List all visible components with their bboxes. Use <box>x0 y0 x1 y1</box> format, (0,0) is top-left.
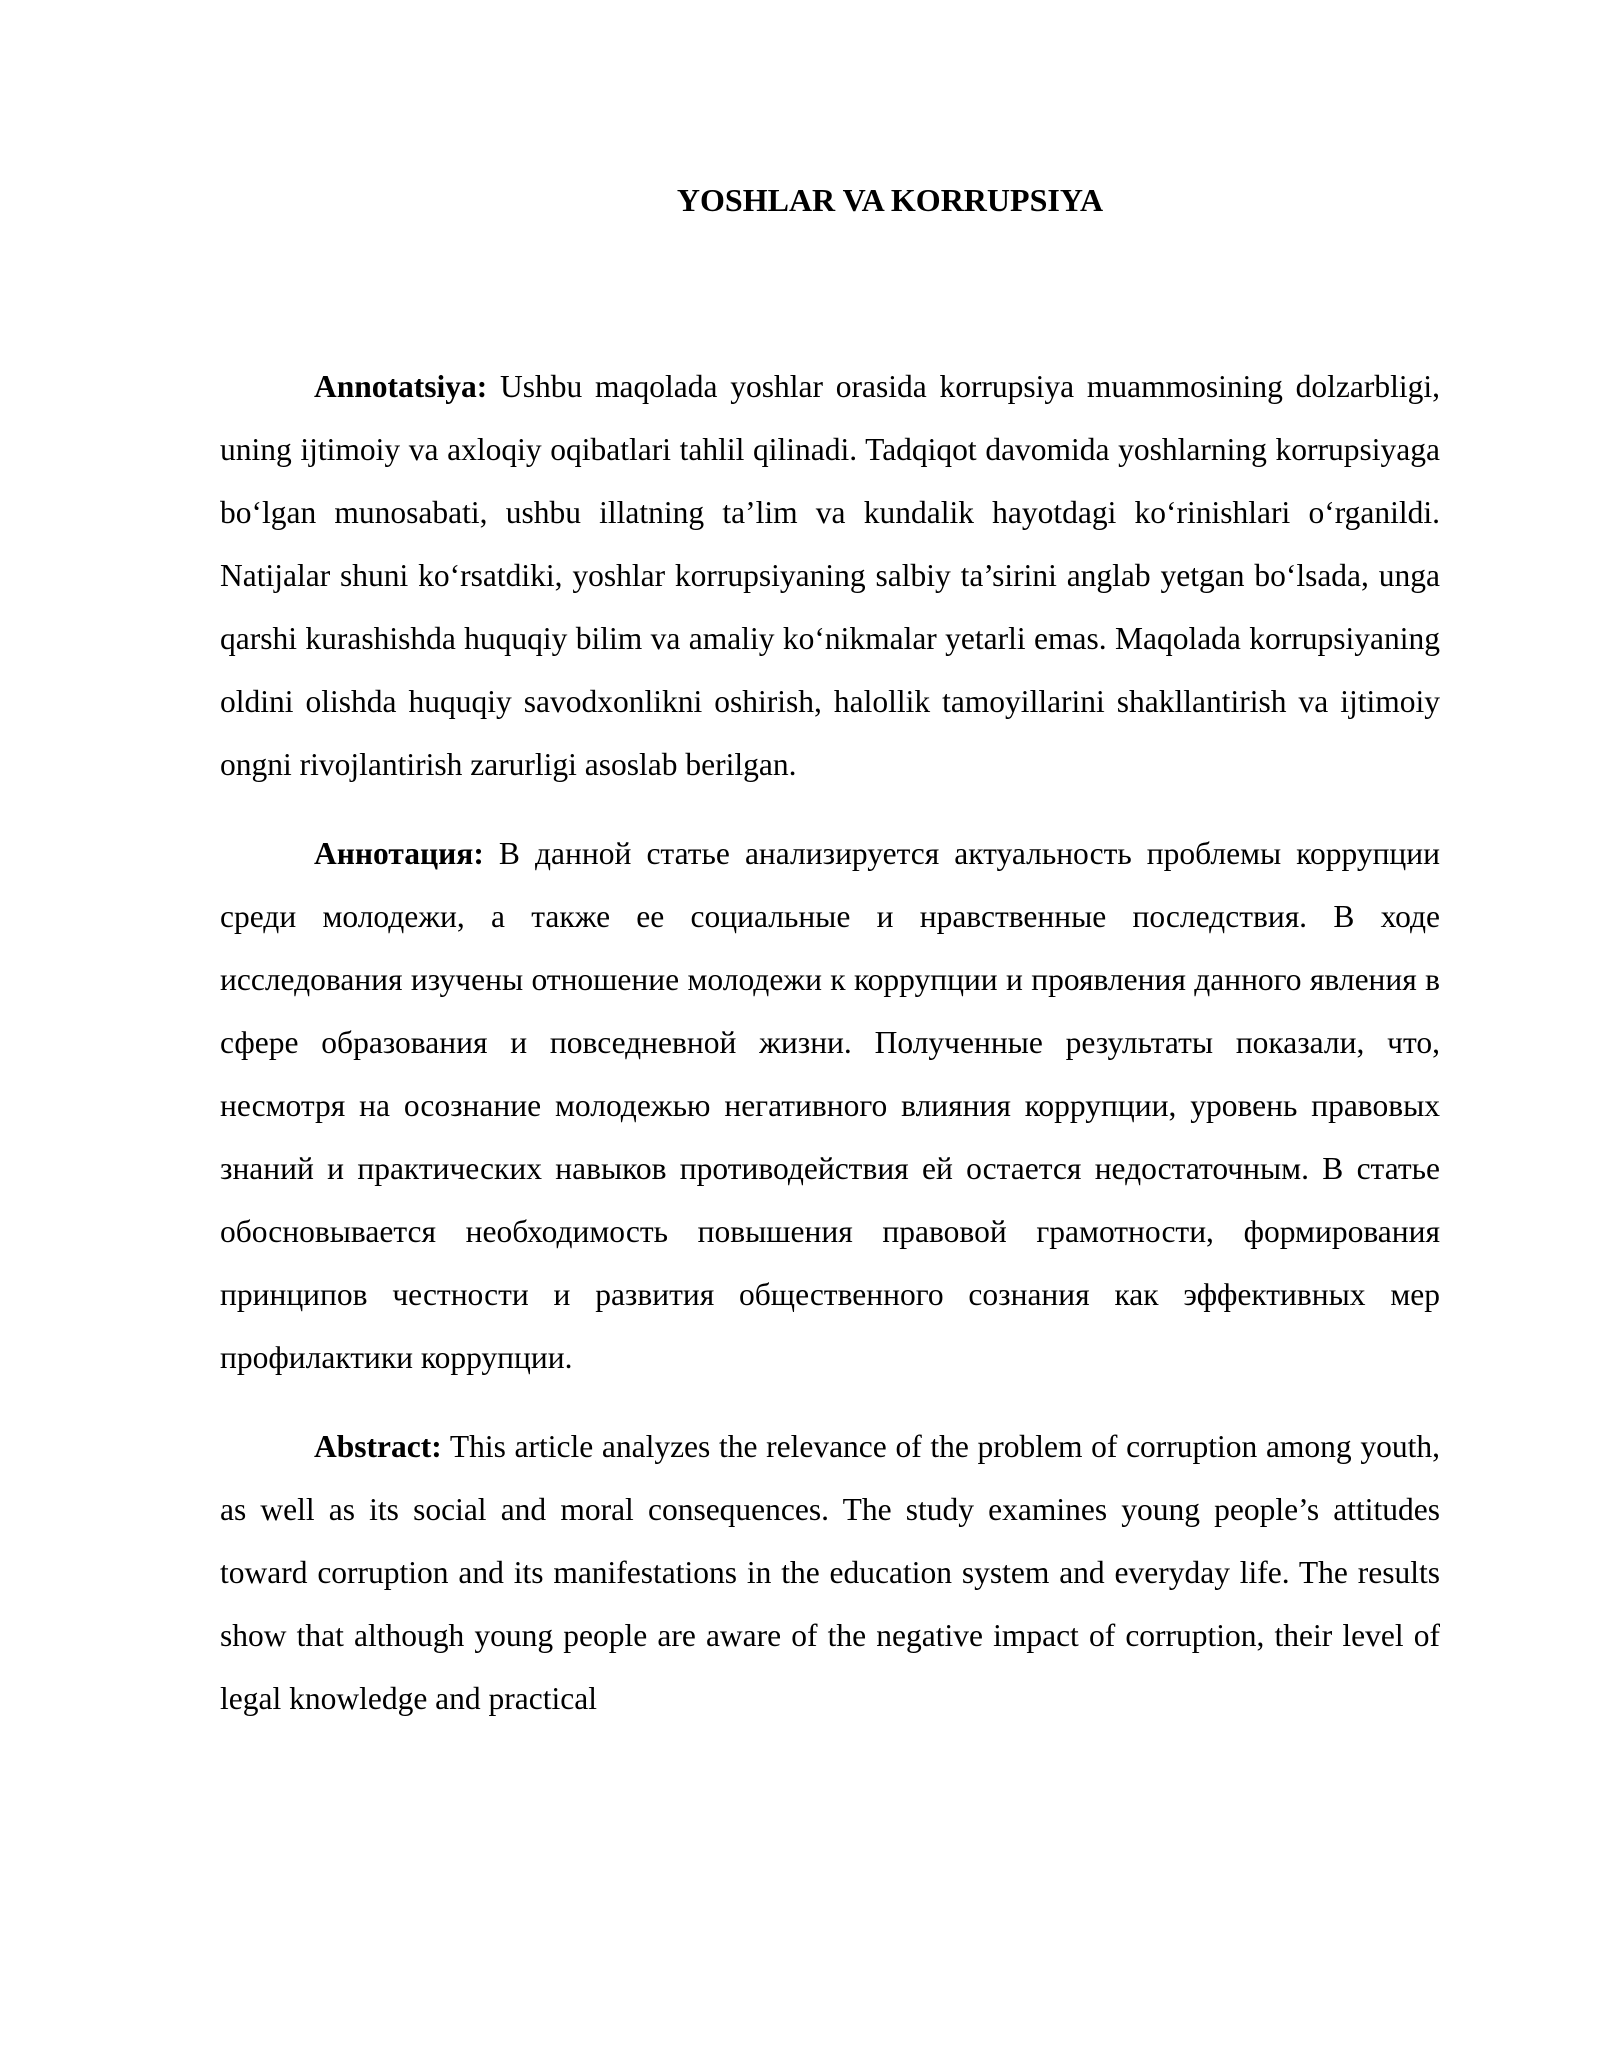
annotation-russian-text: В данной статье анализируется актуальность проблемы коррупции среди молодежи, а также ее социальные и нравственные последствия. В ходе исследования изучены отношение молодежи к коррупции и проявления данного явления в сфере образования и повседневной жизни. Полученные результаты показали, что, несмотря на осознание молодежью негативного влияния коррупции, уровень правовых знаний и практических навыков противодействия ей остается недостаточным. В статье обосновывается необходимость повышения правовой грамотности, формирования принципов честности и развития общественного сознания как эффективных мер профилактики коррупции. <box>220 836 1440 1375</box>
abstract-english-text: This article analyzes the relevance of the problem of corruption among youth, as well as its social and moral consequences. The study examines young people’s attitudes toward corruption and its manifestations in the education system and everyday life. The results show that although young people are aware of the negative impact of corruption, their level of legal knowledge and practical <box>220 1429 1440 1716</box>
annotation-uzbek-label: Annotatsiya: <box>314 369 488 404</box>
document-title: YOSHLAR VA KORRUPSIYA <box>676 182 1104 218</box>
abstract-english-label: Abstract: <box>314 1429 442 1464</box>
document-body <box>220 355 1440 1756</box>
annotation-russian-paragraph <box>220 822 1440 1389</box>
annotation-uzbek-paragraph <box>220 355 1440 796</box>
annotation-uzbek-text: Ushbu maqolada yoshlar orasida korrupsiya muammosining dolzarbligi, uning ijtimoiy va axloqiy oqibatlari tahlil qilinadi. Tadqiqot davomida yoshlarning korrupsiyaga bo‘lgan munosabati, ushbu illatning ta’lim va kundalik hayotdagi ko‘rinishlari o‘rganildi. Natijalar shuni ko‘rsatdiki, yoshlar korrupsiyaning salbiy ta’sirini anglab yetgan bo‘lsada, unga qarshi kurashishda huquqiy bilim va amaliy ko‘nikmalar yetarli emas. Maqolada korrupsiyaning oldini olishda huquqiy savodxonlikni oshirish, halollik tamoyillarini shakllantirish va ijtimoiy ongni rivojlantirish zarurligi asoslab berilgan. <box>220 369 1441 782</box>
annotation-russian-label: Аннотация: <box>314 836 484 871</box>
abstract-english-paragraph <box>220 1415 1440 1730</box>
